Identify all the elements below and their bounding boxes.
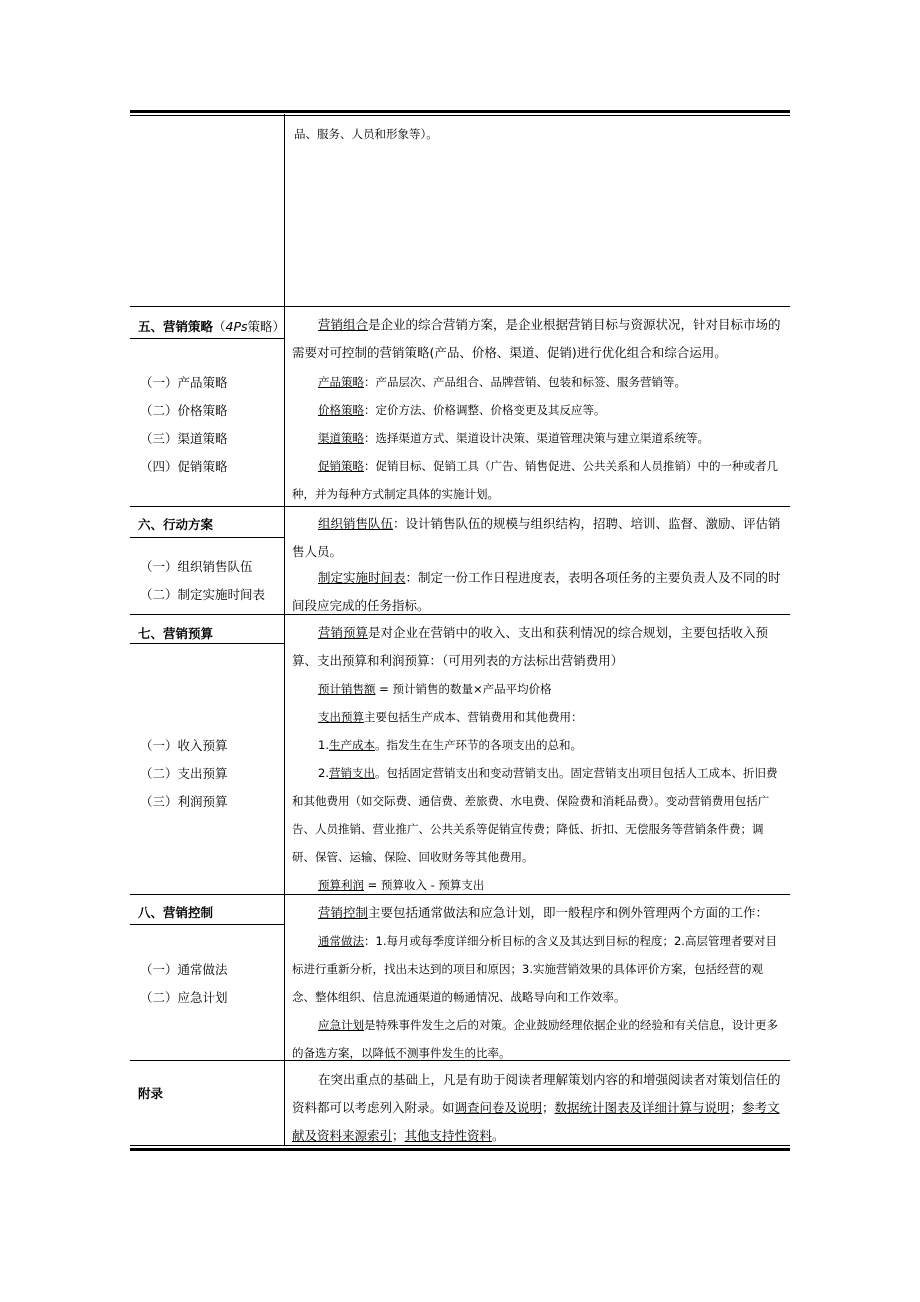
budget-profit: 预算利润 = 预算收入 - 预算支出 — [318, 878, 485, 892]
schedule: 制定实施时间表：制定一份工作日程进度表，表明各项任务的主要负责人及不同的时间段应完成的任务指标。 — [292, 570, 781, 613]
heading-underline — [130, 537, 284, 538]
appendix-link: 数据统计图表及详细计算与说明 — [554, 1100, 730, 1115]
product-strategy: 产品策略：产品层次、产品组合、品牌营销、包装和标签、服务营销等。 — [318, 375, 686, 389]
section-6-title: 六、行动方案 — [138, 517, 214, 532]
section-7-title: 七、营销预算 — [138, 626, 214, 641]
section-5-item: （一）产品策略 — [140, 375, 228, 390]
appendix-link: 调查问卷及说明 — [454, 1100, 543, 1115]
section-divider — [130, 306, 790, 307]
usual-practice: 通常做法：1.每月或每季度详细分析目标的含义及其达到目标的程度；2.高层管理者要对目标进行重新分析，找出未达到的项目和原因；3.实施营销效果的具体评价方案，包括经营的观念、整体组织、信息流通渠道的畅通情况、战略导向和工作效率。 — [292, 934, 777, 1004]
marketing-expense: 2.营销支出。包括固定营销支出和变动营销支出。固定营销支出项目包括人工成本、折旧费和其他费用（如交际费、通信费、差旅费、水电费、保险费和消耗品费）。变动营销费用包括广告、人员推销、营业推广、公共关系等促销宣传费；降低、折扣、无偿服务等营销条件费；调研、保管、运输、保险、回收财务等其他费用。 — [292, 766, 778, 864]
column-divider — [284, 114, 285, 1146]
channel-strategy: 渠道策略：选择渠道方式、渠道设计决策、渠道管理决策与建立渠道系统等。 — [318, 431, 709, 445]
budget-intro: 营销预算是对企业在营销中的收入、支出和获利情况的综合规划，主要包括收入预算、支出预算和利润预算：（可用列表的方法标出营销费用） — [292, 625, 769, 668]
appendix-title: 附录 — [138, 1086, 164, 1101]
appendix-link: 参考文献及资料来源索引 — [292, 1100, 780, 1143]
control-intro: 营销控制主要包括通常做法和应急计划，即一般程序和例外管理两个方面的工作： — [318, 905, 769, 920]
section-5-item: （二）价格策略 — [140, 403, 228, 418]
section-5-item: （三）渠道策略 — [140, 431, 228, 446]
section-7-item: （三）利润预算 — [140, 794, 228, 809]
section-divider — [130, 614, 790, 615]
section-5-title: 五、营销策略（4Ps策略） — [138, 319, 286, 334]
bottom-double-rule — [130, 1145, 790, 1151]
appendix-text: 在突出重点的基础上，凡是有助于阅读者理解策划内容的和增强阅读者对策划信任的资料都可以考虑列入附录。如调查问卷及说明；数据统计图表及详细计算与说明；参考文献及资料来源索引；其他支持性资料。 — [292, 1072, 781, 1143]
heading-underline — [130, 643, 284, 644]
promotion-strategy: 促销策略：促销目标、促销工具（广告、销售促进、公共关系和人员推销）中的一种或者几种，并为每种方式制定具体的实施计划。 — [292, 459, 778, 501]
contingency-plan: 应急计划是特殊事件发生之后的对策。企业鼓励经理依据企业的经验和有关信息，设计更多的备选方案，以降低不测事件发生的比率。 — [292, 1018, 778, 1060]
price-strategy: 价格策略：定价方法、价格调整、价格变更及其反应等。 — [318, 403, 606, 417]
section-8-item: （二）应急计划 — [140, 990, 228, 1005]
sales-team: 组织销售队伍：设计销售队伍的规模与组织结构，招聘、培训、监督、激励、评估销售人员。 — [292, 516, 781, 559]
section-7-item: （一）收入预算 — [140, 738, 228, 753]
section-8-title: 八、营销控制 — [138, 905, 214, 920]
continued-text: 品、服务、人员和形象等）。 — [294, 127, 438, 141]
section-6-item: （一）组织销售队伍 — [140, 559, 253, 574]
section-divider — [130, 894, 790, 895]
top-double-rule — [130, 110, 790, 116]
appendix-link: 其他支持性资料 — [404, 1128, 493, 1143]
document-page — [130, 110, 790, 116]
section-6-item: （二）制定实施时间表 — [140, 587, 266, 602]
expected-sales: 预计销售额 = 预计销售的数量×产品平均价格 — [318, 682, 552, 696]
section-7-item: （二）支出预算 — [140, 766, 228, 781]
section-5-item: （四）促销策略 — [140, 459, 228, 474]
expense-budget: 支出预算主要包括生产成本、营销费用和其他费用： — [318, 710, 583, 724]
section-5-intro: 营销组合是企业的综合营销方案，是企业根据营销目标与资源状况，针对目标市场的需要对可控制的营销策略(产品、价格、渠道、促销)进行优化组合和综合运用。 — [292, 317, 781, 360]
heading-underline — [130, 924, 284, 925]
heading-underline — [130, 338, 284, 339]
section-8-item: （一）通常做法 — [140, 962, 228, 977]
section-divider — [130, 506, 790, 507]
section-divider — [130, 1060, 790, 1061]
production-cost: 1.生产成本。指发生在生产环节的各项支出的总和。 — [318, 738, 582, 752]
